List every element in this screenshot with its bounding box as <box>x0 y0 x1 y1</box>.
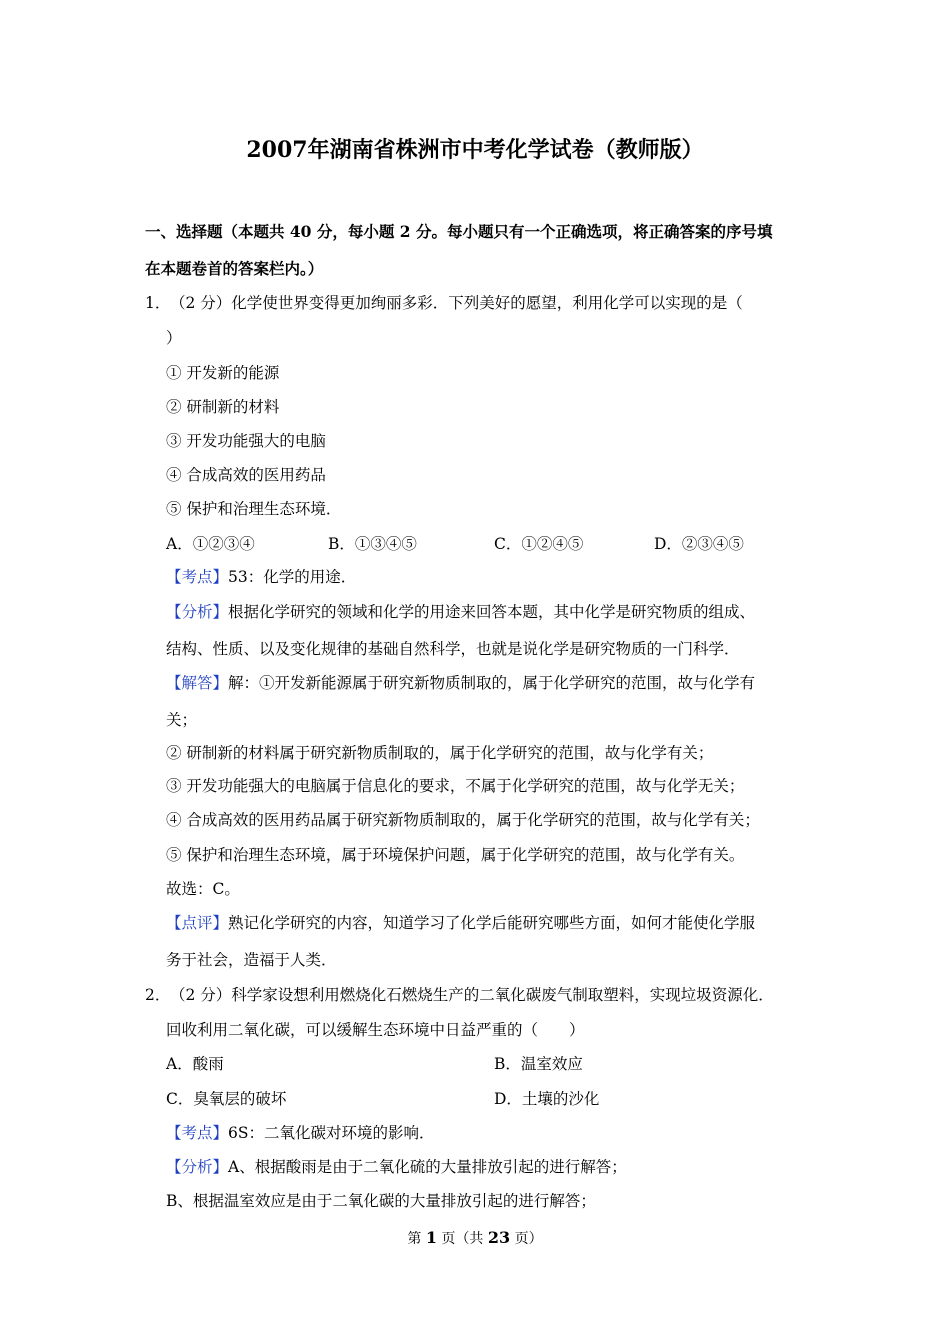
q1-fenxi-line1 <box>166 602 755 622</box>
q1-jieda-item: ④ 合成高效的医用药品属于研究新物质制取的，属于化学研究的范围，故与化学有关； <box>166 811 760 829</box>
kaodian-text: 53：化学的用途． <box>228 568 357 586</box>
q2-option-a: A．酸雨 <box>166 1055 224 1073</box>
q1-jieda-line1 <box>166 673 755 693</box>
footer-suffix: 页） <box>510 1231 543 1247</box>
kaodian-tag: 【考点】 <box>166 568 229 586</box>
q1-jieda-item: ③ 开发功能强大的电脑属于信息化的要求，不属于化学研究的范围，故与化学无关； <box>166 777 745 795</box>
q1-answer: 故选：C。 <box>166 880 240 898</box>
dianping-tag: 【点评】 <box>166 914 229 932</box>
q1-item: ④ 合成高效的医用药品 <box>166 466 326 484</box>
q1-stem-line2: ） <box>166 329 182 347</box>
q1-option-a: A．①②③④ <box>166 535 255 553</box>
q1-kaodian <box>166 567 356 587</box>
q2-stem-line1: （2 分）科学家设想利用燃烧化石燃烧生产的二氧化碳废气制取塑料，实现垃圾资源化． <box>170 986 774 1004</box>
q1-jieda-item: ⑤ 保护和治理生态环境，属于环境保护问题，属于化学研究的范围，故与化学有关。 <box>166 846 745 864</box>
fenxi-text: A、根据酸雨是由于二氧化硫的大量排放引起的进行解答； <box>228 1158 627 1176</box>
q2-option-d: D．土壤的沙化 <box>494 1090 600 1108</box>
q1-item: ② 研制新的材料 <box>166 398 280 416</box>
section-heading-line2: 在本题卷首的答案栏内。） <box>145 259 324 278</box>
q2-fenxi-line2: B、根据温室效应是由于二氧化碳的大量排放引起的进行解答； <box>166 1192 596 1210</box>
footer-prefix: 第 <box>407 1231 426 1247</box>
jieda-text: 解：①开发新能源属于研究新物质制取的，属于化学研究的范围，故与化学有 <box>228 674 756 692</box>
fenxi-tag: 【分析】 <box>166 603 229 621</box>
footer-total-pages: 23 <box>487 1228 511 1247</box>
footer-page-number: 1 <box>425 1228 437 1247</box>
kaodian-tag: 【考点】 <box>166 1124 229 1142</box>
section-heading-line1: 一、选择题（本题共 40 分，每小题 2 分。每小题只有一个正确选项，将正确答案的序号填 <box>145 222 773 241</box>
q1-item: ③ 开发功能强大的电脑 <box>166 432 326 450</box>
q1-option-b: B．①③④⑤ <box>328 535 417 553</box>
q1-dianping-line1 <box>166 913 755 933</box>
q1-dianping-line2: 务于社会，造福于人类． <box>166 951 337 969</box>
dianping-text: 熟记化学研究的内容，知道学习了化学后能研究哪些方面，如何才能使化学服 <box>228 914 756 932</box>
q1-fenxi-line2: 结构、性质、以及变化规律的基础自然科学，也就是说化学是研究物质的一门科学． <box>166 640 740 658</box>
q2-option-b: B．温室效应 <box>494 1055 583 1073</box>
page-footer <box>0 1228 950 1249</box>
q2-kaodian <box>166 1123 435 1143</box>
q2-option-c: C．臭氧层的破坏 <box>166 1090 287 1108</box>
page-title: 2007年湖南省株洲市中考化学试卷（教师版） <box>246 137 704 163</box>
fenxi-text: 根据化学研究的领域和化学的用途来回答本题，其中化学是研究物质的组成、 <box>228 603 756 621</box>
q2-number: 2． <box>145 986 171 1004</box>
q1-option-d: D．②③④⑤ <box>654 535 744 553</box>
q1-jieda-line2: 关； <box>166 711 198 729</box>
kaodian-text: 6S：二氧化碳对环境的影响． <box>228 1124 435 1142</box>
q1-option-c: C．①②④⑤ <box>494 535 584 553</box>
q1-stem-line1: （2 分）化学使世界变得更加绚丽多彩．下列美好的愿望，利用化学可以实现的是（ <box>170 294 743 312</box>
jieda-tag: 【解答】 <box>166 674 229 692</box>
footer-middle: 页（共 <box>436 1231 488 1247</box>
q1-item: ① 开发新的能源 <box>166 364 280 382</box>
q2-stem-line2: 回收利用二氧化碳，可以缓解生态环境中日益严重的（ ） <box>166 1021 585 1039</box>
fenxi-tag: 【分析】 <box>166 1158 229 1176</box>
q1-item: ⑤ 保护和治理生态环境． <box>166 500 342 518</box>
q2-fenxi-line1 <box>166 1157 627 1177</box>
q1-number: 1． <box>145 294 171 312</box>
q1-jieda-item: ② 研制新的材料属于研究新物质制取的，属于化学研究的范围，故与化学有关； <box>166 744 714 762</box>
